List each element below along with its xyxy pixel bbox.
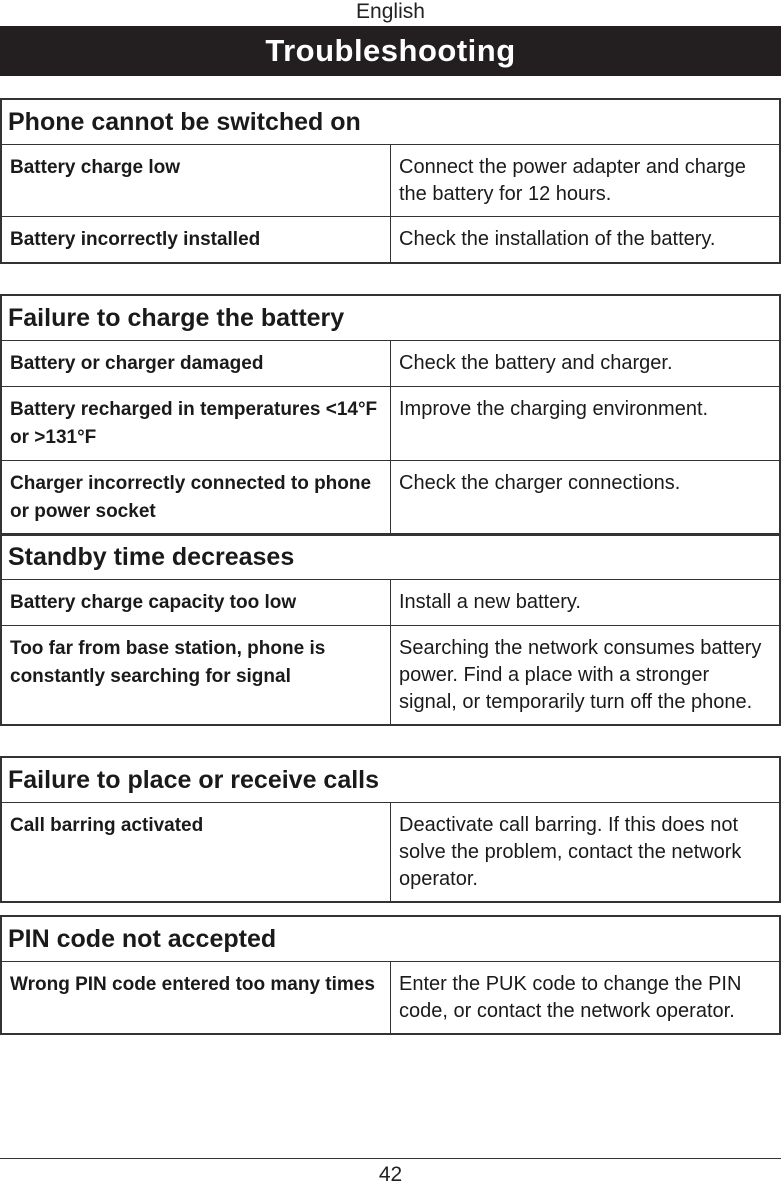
- cause-cell: Wrong PIN code entered too many times: [2, 962, 391, 1034]
- section-title: Failure to charge the battery: [2, 296, 780, 341]
- table-row: [2, 461, 780, 535]
- cause-cell: Call barring activated: [2, 803, 391, 902]
- section-title: Standby time decreases: [2, 535, 780, 580]
- cause-cell: Battery charge capacity too low: [2, 580, 391, 626]
- language-label: English: [356, 0, 425, 23]
- cause-cell: Battery recharged in temperatures <14°F or >131°F: [2, 387, 391, 461]
- section-failure-to-place-calls: [0, 756, 781, 903]
- solution-cell: Connect the power adapter and charge the battery for 12 hours.: [391, 145, 780, 217]
- cause-cell: Charger incorrectly connected to phone or power socket: [2, 461, 391, 535]
- section-standby-time-decreases: [0, 533, 781, 726]
- solution-cell: Searching the network consumes battery power. Find a place with a stronger signal, or temporarily turn off the phone.: [391, 626, 780, 725]
- table-row: [2, 217, 780, 263]
- solution-cell: Install a new battery.: [391, 580, 780, 626]
- table-row: [2, 580, 780, 626]
- footer-divider: [0, 1158, 781, 1159]
- page-number: 42: [378, 1163, 403, 1186]
- table-row: [2, 962, 780, 1034]
- solution-cell: Improve the charging environment.: [391, 387, 780, 461]
- solution-cell: Check the installation of the battery.: [391, 217, 780, 263]
- table-row: [2, 803, 780, 902]
- section-title: Phone cannot be switched on: [2, 100, 780, 145]
- cause-cell: Battery charge low: [2, 145, 391, 217]
- page-title: Troubleshooting: [0, 26, 781, 76]
- solution-cell: Check the battery and charger.: [391, 341, 780, 387]
- section-title: PIN code not accepted: [2, 917, 780, 962]
- cause-cell: Battery incorrectly installed: [2, 217, 391, 263]
- table-row: [2, 341, 780, 387]
- table-row: [2, 626, 780, 725]
- solution-cell: Deactivate call barring. If this does not solve the problem, contact the network operator.: [391, 803, 780, 902]
- solution-cell: Check the charger connections.: [391, 461, 780, 535]
- cause-cell: Battery or charger damaged: [2, 341, 391, 387]
- cause-cell: Too far from base station, phone is constantly searching for signal: [2, 626, 391, 725]
- table-row: [2, 387, 780, 461]
- section-failure-to-charge: [0, 294, 781, 536]
- section-phone-cannot-switch-on: [0, 98, 781, 264]
- section-pin-not-accepted: [0, 915, 781, 1035]
- section-title: Failure to place or receive calls: [2, 758, 780, 803]
- table-row: [2, 145, 780, 217]
- solution-cell: Enter the PUK code to change the PIN code, or contact the network operator.: [391, 962, 780, 1034]
